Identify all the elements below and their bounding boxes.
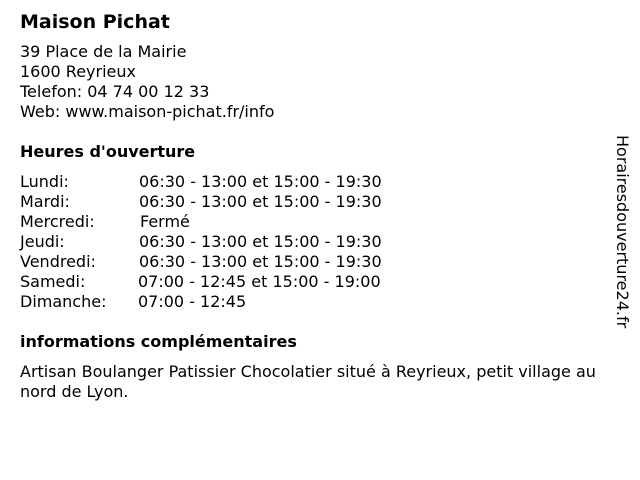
hours-row-thursday (20, 232, 610, 252)
info-heading: informations complémentaires (20, 332, 297, 351)
day-hours: 06:30 - 13:00 et 15:00 - 19:30 (139, 192, 382, 211)
address-line-1: 39 Place de la Mairie (20, 42, 187, 61)
day-hours: Fermé (140, 212, 190, 231)
day-label: Mardi: (20, 192, 70, 211)
day-label: Dimanche: (20, 292, 107, 311)
hours-row-monday (20, 172, 610, 192)
day-label: Lundi: (20, 172, 69, 191)
phone: Telefon: 04 74 00 12 33 (20, 82, 210, 101)
hours-row-tuesday (20, 192, 610, 212)
day-label: Samedi: (20, 272, 86, 291)
watermark-site-name: Horairesdouverture24.fr (613, 135, 632, 329)
business-card (20, 10, 610, 402)
hours-row-sunday (20, 292, 610, 312)
day-label: Vendredi: (20, 252, 96, 271)
hours-row-friday (20, 252, 610, 272)
day-hours: 06:30 - 13:00 et 15:00 - 19:30 (139, 232, 382, 251)
day-label: Mercredi: (20, 212, 95, 231)
website: Web: www.maison-pichat.fr/info (20, 102, 275, 121)
hours-heading: Heures d'ouverture (20, 142, 196, 161)
info-description: Artisan Boulanger Patissier Chocolatier situé à Reyrieux, petit village au nord de Lyon. (20, 362, 596, 401)
hours-row-saturday (20, 272, 610, 292)
day-label: Jeudi: (20, 232, 65, 251)
day-hours: 06:30 - 13:00 et 15:00 - 19:30 (139, 252, 382, 271)
day-hours: 07:00 - 12:45 (138, 292, 247, 311)
address-line-2: 1600 Reyrieux (20, 62, 136, 81)
day-hours: 06:30 - 13:00 et 15:00 - 19:30 (139, 172, 382, 191)
hours-table (20, 172, 610, 312)
business-name: Maison Pichat (20, 11, 170, 33)
day-hours: 07:00 - 12:45 et 15:00 - 19:00 (138, 272, 381, 291)
hours-row-wednesday (20, 212, 610, 232)
